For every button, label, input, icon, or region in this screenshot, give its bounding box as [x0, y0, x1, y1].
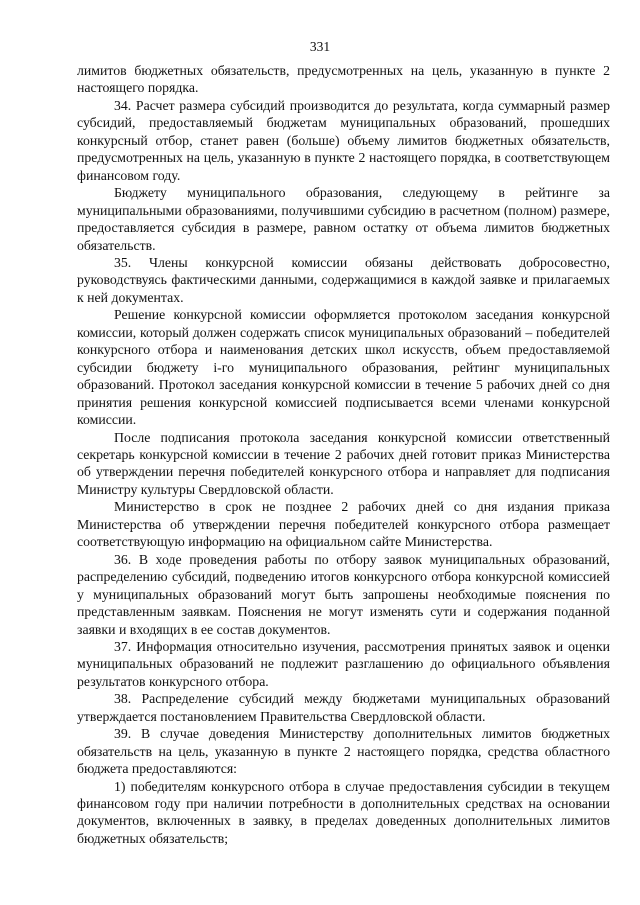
- paragraph-35-order: После подписания протокола заседания конкурсной комиссии ответственный секретарь конкурсной комиссии в течение 2 рабочих дней готовит приказ Министерства об утверждении перечня победителей конкурсного отбора и направляет для подписания Министру культуры Свердловской области.: [77, 429, 610, 497]
- paragraph-34-remainder: Бюджету муниципального образования, следующему в рейтинге за муниципальными образованиями, получившими субсидию в расчетном (полном) размере, предоставляется субсидия в размере, равном остатку от объема лимитов бюджетных обязательств.: [77, 185, 610, 253]
- paragraph-34: 34. Расчет размера субсидий производится до результата, когда суммарный размер субсидий, предоставляемый бюджетам муниципальных образований, прошедших конкурсный отбор, станет равен (больше) объему лимитов бюджетных обязательств, предусмотренных на цель, указанную в пункте 2 настоящего порядка, в соответствующем финансовом году.: [77, 97, 610, 183]
- paragraph-35-publication: Министерство в срок не позднее 2 рабочих дней со дня издания приказа Министерства об утверждении перечня победителей конкурсного отбора размещает соответствующую информацию на официальном сайте Министерства.: [77, 499, 610, 550]
- page-number: 331: [309, 39, 331, 54]
- paragraph-37: 37. Информация относительно изучения, рассмотрения принятых заявок и оценки муниципальных образований не подлежит разглашению до официального объявления результатов конкурсного отбора.: [77, 638, 610, 689]
- paragraph-38: 38. Распределение субсидий между бюджетами муниципальных образований утверждается постановлением Правительства Свердловской области.: [77, 691, 610, 724]
- paragraph-35: 35. Члены конкурсной комиссии обязаны действовать добросовестно, руководствуясь фактическими данными, содержащимися в каждой заявке и прилагаемых к ней документах.: [77, 254, 610, 305]
- paragraph-39: 39. В случае доведения Министерству дополнительных лимитов бюджетных обязательств на цель, указанную в пункте 2 настоящего порядка, средства областного бюджета предоставляются:: [77, 726, 610, 777]
- paragraph-continuation: лимитов бюджетных обязательств, предусмотренных на цель, указанную в пункте 2 настоящего порядка.: [77, 63, 610, 96]
- paragraph-35-protocol: Решение конкурсной комиссии оформляется протоколом заседания конкурсной комиссии, который должен содержать список муниципальных образований – победителей конкурсного отбора и наименования детских школ искусств, объем предоставляемой субсидии бюджету i-го муниципального образования, рейтинг муниципальных образований. Протокол заседания конкурсной комиссии в течение 5 рабочих дней со дня принятия решения конкурсной комиссией подписывается всеми членами конкурсной комиссии.: [77, 307, 610, 428]
- document-body: [77, 62, 610, 847]
- paragraph-39-item-1: 1) победителям конкурсного отбора в случае предоставления субсидии в текущем финансовом году при наличии потребности в дополнительных средствах на основании документов, включенных в заявку, в пределах доведенных дополнительных лимитов бюджетных обязательств;: [77, 778, 610, 846]
- paragraph-36: 36. В ходе проведения работы по отбору заявок муниципальных образований, распределению субсидий, подведению итогов конкурсного отбора конкурсной комиссией у муниципальных образований могут быть запрошены необходимые пояснения по представленным заявкам. Пояснения не могут изменять сути и содержания поданной заявки и входящих в ее состав документов.: [77, 551, 610, 637]
